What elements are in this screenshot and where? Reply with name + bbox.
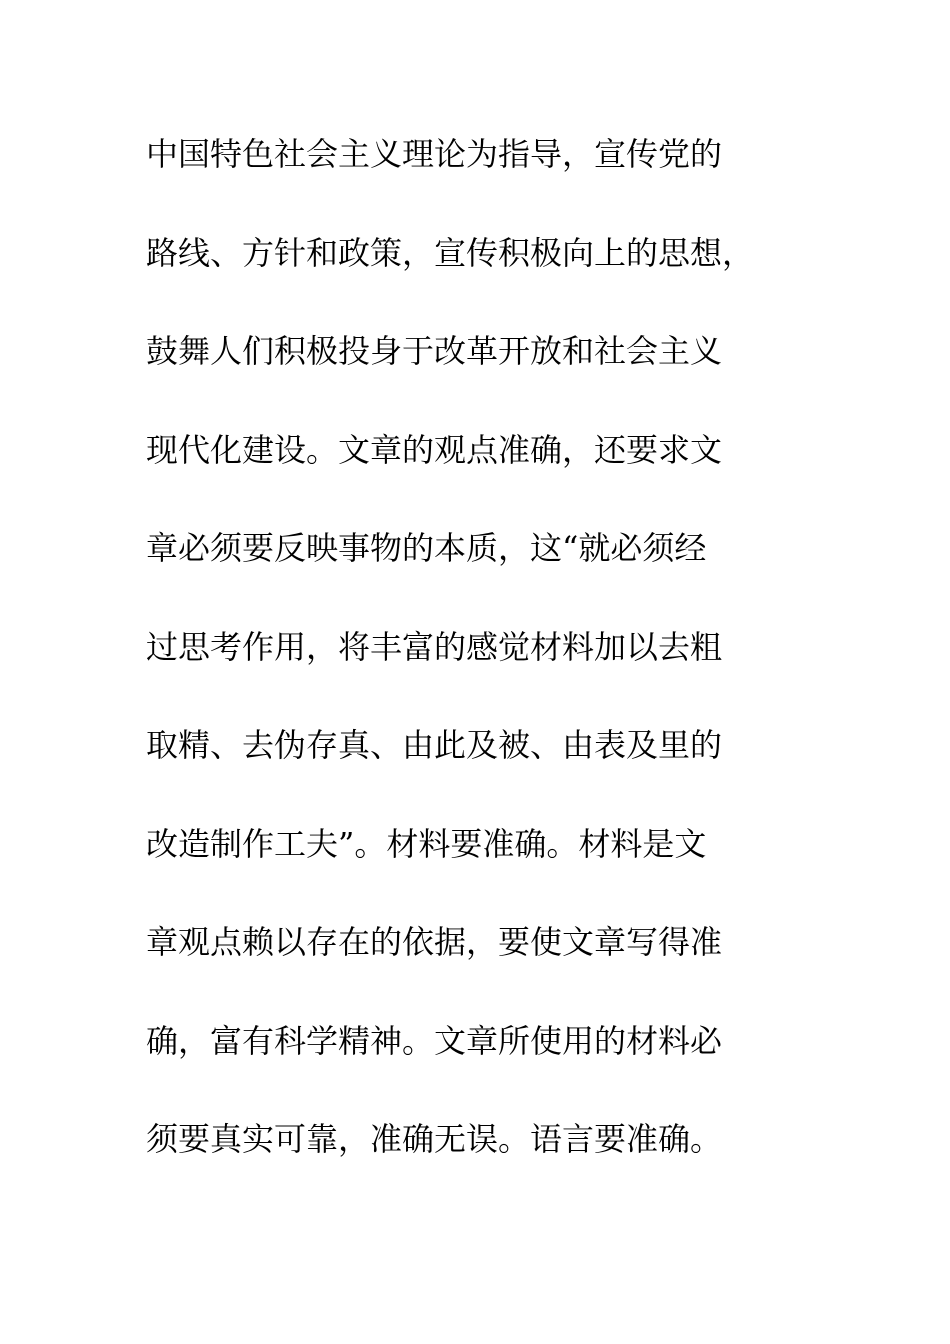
text-line: 路线、方针和政策，宣传积极向上的思想， <box>146 233 755 272</box>
text-line: 鼓舞人们积极投身于改革开放和社会主义 <box>146 332 723 370</box>
text-line: 章观点赖以存在的依据，要使文章写得准 <box>146 923 723 961</box>
text-line: 中国特色社会主义理论为指导，宣传党的 <box>146 135 723 173</box>
text-line: 现代化建设。文章的观点准确，还要求文 <box>146 430 723 469</box>
text-line: 过思考作用，将丰富的感觉材料加以去粗 <box>146 627 723 666</box>
text-line: 须要真实可靠，准确无误。语言要准确。 <box>146 1120 723 1158</box>
body-text <box>146 128 806 1212</box>
text-line: 取精、去伪存真、由此及被、由表及里的 <box>146 726 723 764</box>
text-line: 确，富有科学精神。文章所使用的材料必 <box>146 1021 723 1060</box>
text-line: 改造制作工夫”。材料要准确。材料是文 <box>146 824 707 863</box>
text-line: 章必须要反映事物的本质，这“就必须经 <box>146 529 707 567</box>
